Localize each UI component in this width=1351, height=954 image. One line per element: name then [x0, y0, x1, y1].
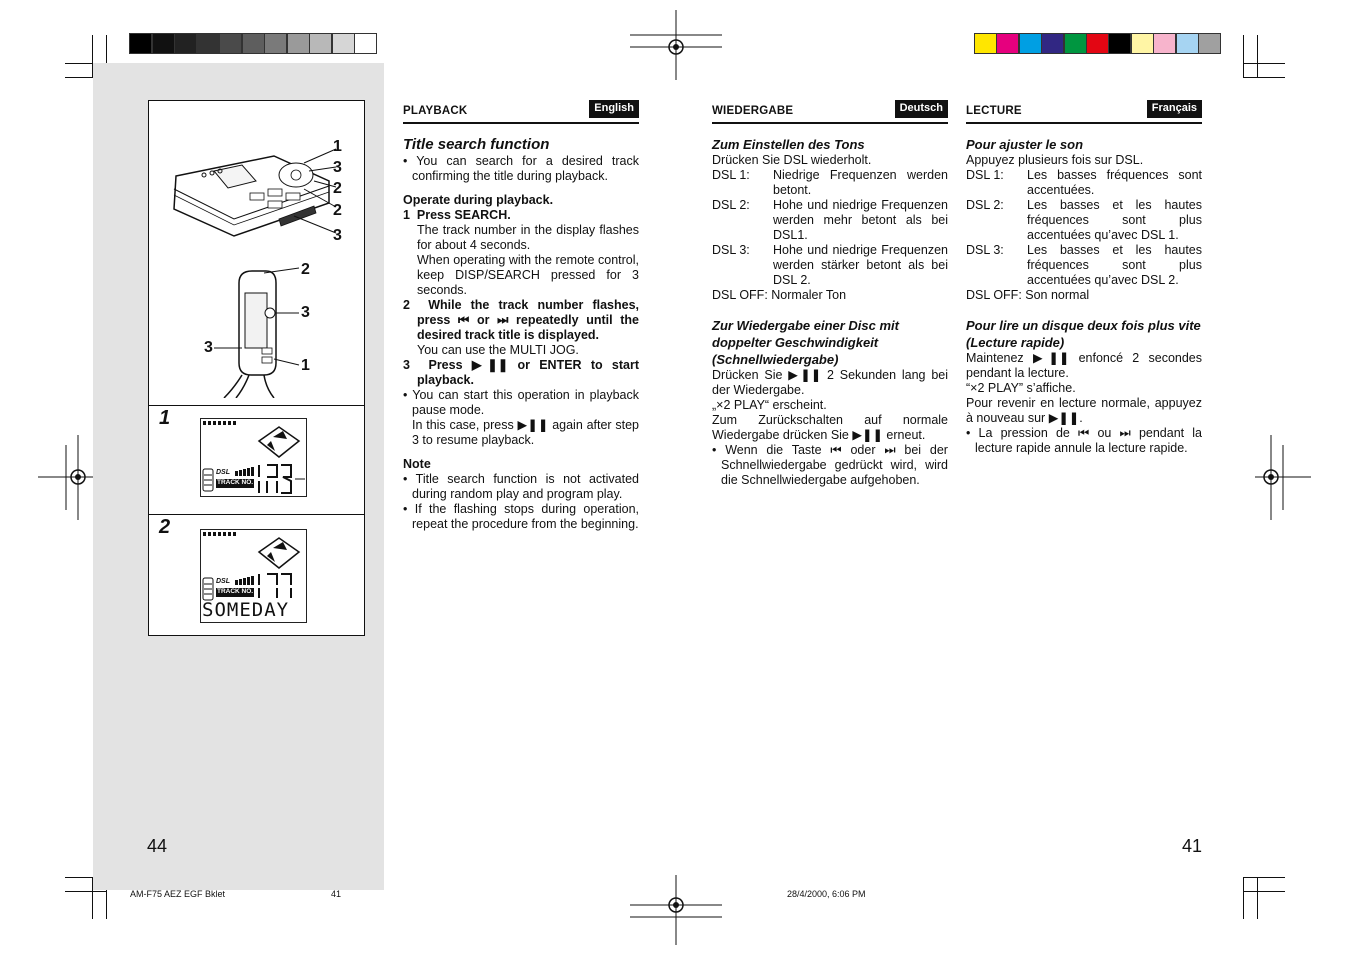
gray-swatch [174, 33, 197, 54]
bullet-item: • You can start this operation in playback pause mode. [403, 388, 639, 417]
dsl-label: DSL 1: [966, 168, 1004, 182]
bullet-text: La pression de [978, 426, 1070, 440]
gray-swatch [219, 33, 242, 54]
track-no-indicator: TRACK NO. [217, 588, 254, 595]
language-tab: Deutsch [895, 100, 948, 118]
play-pause-icon: ▶❚❚ [471, 358, 509, 372]
color-swatch [974, 33, 997, 54]
dsl-off: DSL OFF: Normaler Ton [712, 288, 847, 302]
section-header [966, 100, 1202, 124]
next-track-icon: ⏭ [884, 443, 896, 457]
callout-label: 1 [301, 357, 310, 374]
color-swatch [1153, 33, 1176, 54]
color-swatch [1176, 33, 1199, 54]
bullet-text: again after step 3 to resume playback. [412, 418, 639, 447]
dsl-row [712, 198, 948, 243]
registration-mark-bottom [630, 875, 722, 945]
gray-swatch [287, 33, 310, 54]
gray-swatch [264, 33, 287, 54]
callout-label: 3 [204, 339, 213, 356]
callout-label: 2 [333, 180, 342, 197]
step-3 [403, 358, 639, 388]
dsl-label: DSL 3: [712, 243, 750, 257]
dsl-label: DSL 3: [966, 243, 1004, 257]
dsl-list [966, 168, 1202, 288]
crop-mark [1243, 77, 1285, 78]
color-swatch [1131, 33, 1154, 54]
lcd-display [200, 418, 307, 497]
paragraph: Drücken Sie DSL wiederholt. [712, 153, 872, 167]
dsl-row [966, 243, 1202, 288]
paragraph-text: enfoncé 2 secondes pendant la lecture. [966, 351, 1203, 380]
dsl-description: Les basses et les hautes fréquences sont plus accentuées qu’avec DSL 2. [1027, 243, 1202, 287]
color-swatch [1086, 33, 1109, 54]
play-pause-icon: ▶❚❚ [517, 418, 549, 432]
callout-label: 2 [301, 261, 310, 278]
gray-swatch [242, 33, 265, 54]
step-1 [403, 208, 639, 223]
paragraph: “×2 PLAY” s’affiche. [966, 381, 1076, 395]
section-title: LECTURE [966, 105, 1022, 117]
note-text: Title search function is not activated during random play and program play. [412, 472, 640, 501]
dsl-description: Les basses et les hautes fréquences sont plus accentuées qu’avec DSL 1. [1027, 198, 1202, 242]
prev-track-icon: ⏮ [830, 443, 842, 457]
gray-swatch [129, 33, 152, 54]
crop-mark [1243, 891, 1285, 892]
paragraph: „×2 PLAY“ erscheint. [712, 398, 827, 412]
registration-mark-right [1255, 435, 1311, 520]
dsl-description: Hohe und niedrige Frequenzen werden stärker betont als bei DSL 2. [773, 243, 948, 287]
crop-mark [1243, 877, 1285, 878]
bullet-item: • La pression de ⏮ ou ⏭ pendant la lecture rapide annule la lecture rapide. [966, 426, 1202, 455]
bullet-text: In this case, press [412, 418, 514, 432]
color-swatch [1198, 33, 1221, 54]
dsl-label: DSL 1: [712, 168, 750, 182]
paragraph [712, 368, 948, 398]
callout-label: 2 [333, 202, 342, 219]
bullet-text: bei der Schnellwiedergabe gedrückt wird, wird die Schnellwiedergabe aufgehoben. [721, 443, 948, 487]
language-tab: Français [1147, 100, 1202, 118]
dsl-description: Les basses fréquences sont accentuées. [1027, 168, 1202, 197]
gray-swatch [309, 33, 332, 54]
bullet-item: • Wenn die Taste ⏮ oder ⏭ bei der Schnellwiedergabe gedrückt wird, wird die Schnellwiedergabe aufgehoben. [712, 443, 948, 487]
note-title: Note [403, 457, 431, 471]
dsl-indicator: DSL [216, 469, 230, 476]
color-swatch [1108, 33, 1131, 54]
color-swatch [996, 33, 1019, 54]
intro-text: You can search for a desired track confirming the title during playback. [412, 154, 639, 183]
next-track-icon: ⏭ [497, 313, 509, 327]
dsl-row [712, 243, 948, 288]
color-swatch [1019, 33, 1042, 54]
callout-label: 1 [333, 138, 342, 155]
callout-label: 3 [333, 159, 342, 176]
bullet-text: Wenn die Taste [725, 443, 822, 457]
step-text: or [476, 313, 490, 327]
dsl-indicator: DSL [216, 578, 230, 585]
subsection-title: Zum Einstellen des Tons [712, 137, 865, 152]
play-pause-icon: ▶❚❚ [788, 368, 822, 382]
dsl-label: DSL 2: [712, 198, 750, 212]
remote-control-illustration [204, 263, 314, 398]
step-number: 1 [403, 208, 410, 222]
page-number-right: 41 [1182, 836, 1203, 856]
step-number: 3 [403, 358, 410, 372]
bullet-detail [403, 418, 639, 448]
crop-mark [65, 891, 107, 892]
track-no-indicator: TRACK NO. [217, 479, 254, 486]
gray-swatch [197, 33, 220, 54]
crop-mark [1243, 63, 1285, 64]
figure-step-number: 1 [159, 407, 171, 429]
paragraph-text: Maintenez [966, 351, 1024, 365]
play-pause-icon: ▶❚❚ [1032, 351, 1070, 365]
section-title: WIEDERGABE [712, 105, 794, 117]
paragraph-text: erneut. [886, 428, 926, 442]
dsl-label: DSL 2: [966, 198, 1004, 212]
dsl-description: Hohe und niedrige Frequenzen werden mehr betont als bei DSL1. [773, 198, 948, 242]
prev-track-icon: ⏮ [458, 313, 470, 327]
gray-swatch [354, 33, 377, 54]
prev-track-icon: ⏮ [1078, 426, 1090, 440]
gray-swatch [152, 33, 175, 54]
paragraph-text: Drücken Sie [712, 368, 783, 382]
registration-mark-left [38, 435, 94, 520]
footer-filename: AM-F75 AEZ EGF Bklet [130, 889, 226, 899]
crop-mark [1257, 35, 1258, 77]
crop-mark [1257, 877, 1258, 919]
paragraph: Appuyez plusieurs fois sur DSL. [966, 153, 1144, 167]
lcd-display [200, 529, 307, 623]
paragraph-text: 2 Sekunden lang bei der Wiedergabe. [712, 368, 949, 397]
registration-mark-top [630, 10, 722, 80]
figure-step-number: 2 [159, 516, 171, 538]
callout-label: 3 [333, 227, 342, 244]
color-swatch [1041, 33, 1064, 54]
note-text: If the flashing stops during operation, repeat the procedure from the beginning. [412, 502, 639, 531]
bullet-text: You can start this operation in playback pause mode. [412, 388, 639, 417]
figure-divider [149, 405, 364, 406]
deutsch-column [712, 100, 948, 488]
bullet-text: pendant la lecture rapide annule la lecture rapide. [975, 426, 1202, 455]
gray-swatch [332, 33, 355, 54]
bullet-text: oder [850, 443, 876, 457]
language-tab: English [589, 100, 639, 118]
color-swatch [1064, 33, 1087, 54]
dsl-description: Niedrige Frequenzen werden betont. [773, 168, 948, 197]
step-detail: When operating with the remote control, keep DISP/SEARCH pressed for 3 seconds. [417, 253, 639, 297]
bullet-text: ou [1097, 426, 1112, 440]
paragraph [712, 413, 948, 443]
operate-note: Operate during playback. [403, 193, 554, 207]
crop-mark [1243, 35, 1244, 77]
step-text: Press [428, 358, 463, 372]
next-track-icon: ⏭ [1119, 426, 1131, 440]
dsl-row [966, 168, 1202, 198]
step-text: Press SEARCH. [416, 208, 511, 222]
note-item: • Title search function is not activated during random play and program play. [403, 472, 640, 501]
subsection-title: Pour lire un disque deux fois plus vite (Lecture rapide) [966, 318, 1201, 350]
paragraph-text: . [1079, 411, 1083, 425]
subsection-title: Pour ajuster le son [966, 137, 1084, 152]
paragraph-text: Pour revenir en lecture normale, appuyez à nouveau sur [966, 396, 1202, 425]
paragraph [966, 351, 1202, 381]
section-header [403, 100, 639, 124]
track-title-display: SOMEDAY [202, 599, 290, 621]
section-header [712, 100, 948, 124]
figure-divider [149, 514, 364, 515]
subsection-title: Title search function [403, 136, 550, 153]
md-player-illustration [164, 141, 339, 241]
step-text: or ENTER to start playback. [417, 358, 639, 387]
step-detail: You can use the MULTI JOG. [417, 343, 579, 357]
crop-mark [1243, 877, 1244, 919]
note-item: • If the flashing stops during operation, repeat the procedure from the beginning. [403, 502, 639, 531]
dsl-off: DSL OFF: Son normal [966, 288, 1090, 302]
dsl-list [712, 168, 948, 288]
step-2 [403, 298, 639, 343]
figure-frame [148, 100, 365, 636]
footer-sheet-number: 41 [331, 889, 342, 899]
step-number: 2 [403, 298, 410, 312]
play-pause-icon: ▶❚❚ [852, 428, 883, 442]
footer-date: 28/4/2000, 6:06 PM [787, 889, 866, 899]
step-text: repeatedly until the desired track title is displayed. [417, 313, 639, 342]
section-title: PLAYBACK [403, 105, 468, 117]
callout-label: 3 [301, 304, 310, 321]
paragraph [966, 396, 1202, 426]
play-pause-icon: ▶❚❚ [1048, 411, 1080, 425]
dsl-row [966, 198, 1202, 243]
subsection-title: Zur Wiedergabe einer Disc mit doppelter Geschwindigkeit (Schnellwiedergabe) [712, 318, 899, 367]
bullet-item: • You can search for a desired track confirming the title during playback. [403, 154, 639, 183]
paragraph-text: Zum Zurückschalten auf normale Wiedergabe drücken Sie [712, 413, 948, 442]
english-column [403, 100, 639, 532]
francais-column [966, 100, 1202, 456]
dsl-row [712, 168, 948, 198]
step-detail: The track number in the display flashes for about 4 seconds. [417, 223, 639, 252]
step-text: While the track number flashes, press [417, 298, 639, 327]
page-number-left: 44 [147, 836, 168, 856]
